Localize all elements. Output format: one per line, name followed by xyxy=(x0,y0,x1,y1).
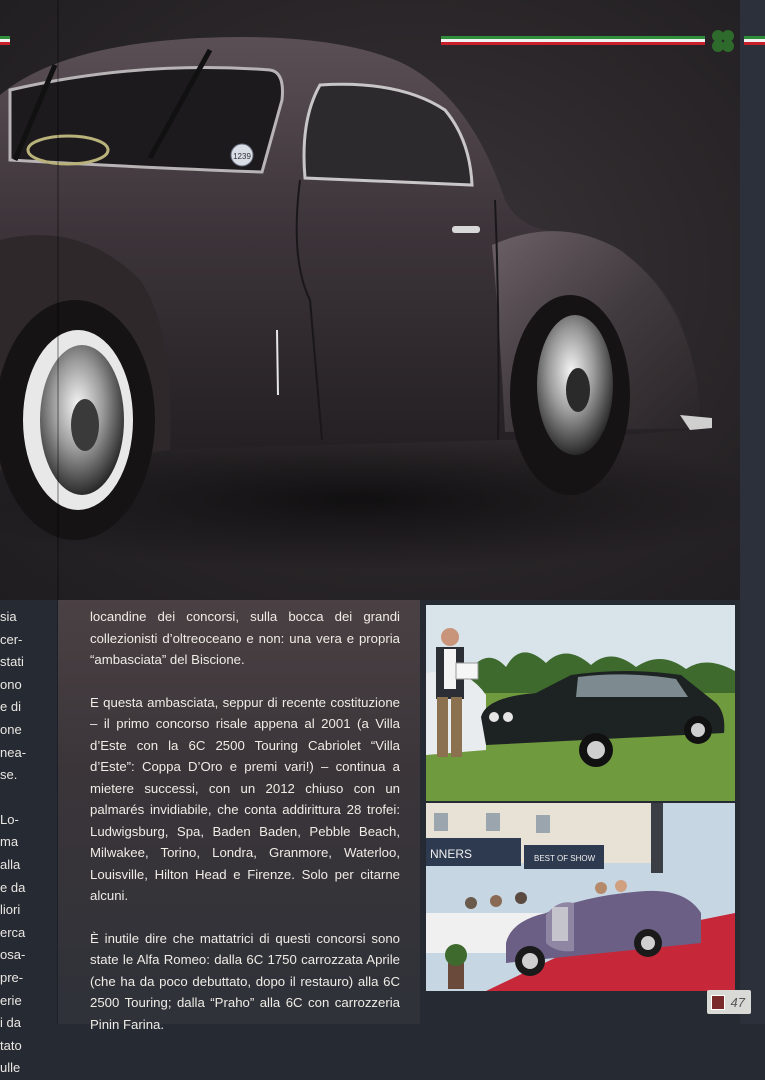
left-column-line: alla xyxy=(0,856,21,872)
left-column-line: stati xyxy=(0,654,24,670)
left-column-line: i da xyxy=(0,1015,21,1031)
page-logo-icon xyxy=(711,995,725,1010)
left-column-line: pre- xyxy=(0,969,24,985)
left-column-line: sia xyxy=(0,609,17,624)
windshield-sticker-label: 1239 xyxy=(233,152,251,161)
article-text xyxy=(90,606,400,1056)
left-column-line: ulle xyxy=(0,1060,21,1076)
stripe-red xyxy=(744,42,765,45)
left-column-line: se. xyxy=(0,767,18,783)
flag-stripe-right xyxy=(744,36,765,45)
four-leaf-clover-icon xyxy=(708,28,738,54)
stripe-red xyxy=(0,42,10,45)
left-column-line: Lo- xyxy=(0,811,19,827)
banner-best-of-show-text: BEST OF SHOW xyxy=(534,854,596,863)
banner-winners-text: NNERS xyxy=(430,847,473,861)
left-column-line: e di xyxy=(0,699,21,715)
left-column-line: osa- xyxy=(0,947,26,963)
left-column-line: liori xyxy=(0,902,21,918)
right-margin-strip xyxy=(740,0,765,1024)
paragraph-2: E questa ambasciata, seppur di recente costituzione – il primo concorso risale appena al 2001 (a Villa d’Este con la 6C 2500 Touring Cabriolet “Villa d’Este”: Coppa D’Oro e premi vari!) – continua a mietere successi, con un 2012 chiuso con un palmarés invidiabile, che conta addirittura 28 trofei: Ludwigsburg, Spa, Baden Baden, Pebble Beach, Milwakee, Torino, Londra, Granmore, Waterloo, Louisville, Hilton Head e Firenze. Solo per citarne alcuni. xyxy=(90,694,400,903)
paragraph-3: È inutile dire che mattatrici di questi concorsi sono state le Alfa Romeo: dalla 6C 1750 carrozzata Aprile (che ha da poco debuttato, dopo il restauro) alla 6C 2500 Touring; dalla “Praho” alla 6C con carrozzeria Pinin Farina. xyxy=(90,930,400,1032)
left-page-column xyxy=(0,606,50,1080)
flag-stripe xyxy=(441,36,705,45)
cabriolet-on-red-carpet-illustration xyxy=(426,803,735,991)
left-column-line: e da xyxy=(0,879,26,895)
page-number-badge xyxy=(707,990,751,1014)
award-photo xyxy=(426,605,735,801)
left-column-line: erie xyxy=(0,992,22,1008)
left-column-line: cer- xyxy=(0,631,23,647)
stripe-red xyxy=(441,42,705,45)
best-of-show-photo xyxy=(426,803,735,991)
flag-stripe-left xyxy=(0,36,10,45)
paragraph-1: locandine dei concorsi, sulla bocca dei grandi collezionisti d’oltreoceano e non: una vera e propria “ambasciata” del Biscione. xyxy=(90,609,400,667)
left-column-line: nea- xyxy=(0,744,27,760)
left-column-line: erca xyxy=(0,924,26,940)
left-column-line: ono xyxy=(0,676,22,692)
page-number: 47 xyxy=(730,994,745,1010)
left-column-line: ma xyxy=(0,834,19,850)
left-column-line: one xyxy=(0,721,22,737)
left-column-line: tato xyxy=(0,1037,22,1053)
man-with-trophy-and-car-illustration xyxy=(426,605,735,801)
